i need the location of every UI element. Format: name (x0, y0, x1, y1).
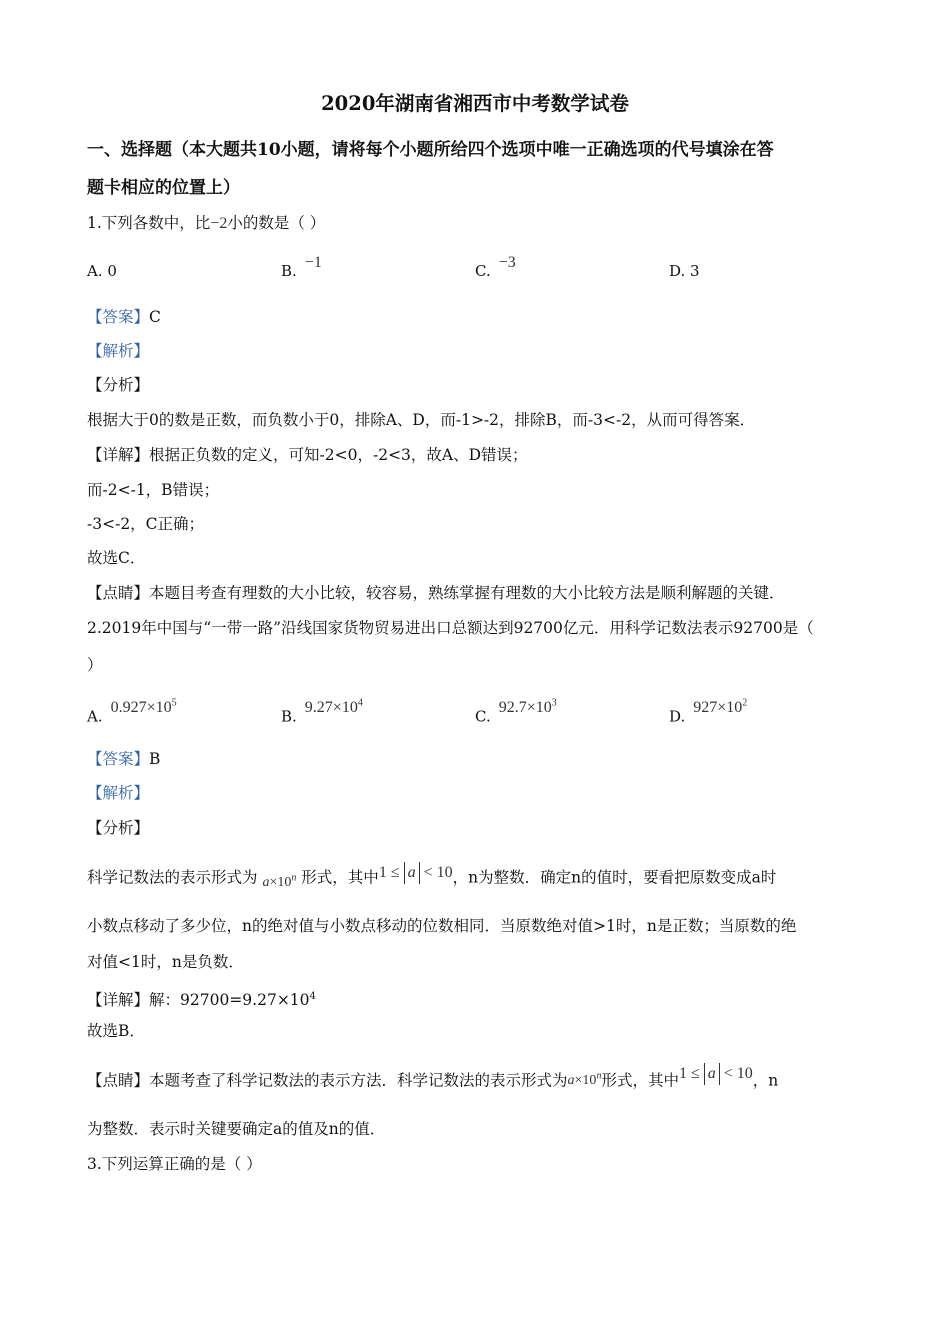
q2-option-d: D. $927\times 10^2$ (669, 698, 748, 726)
q2-option-c: C. $92.7\times 10^3$ (475, 698, 557, 726)
page-title: 2020年湖南省湘西市中考数学试卷 (321, 92, 629, 115)
q1-stem: 1.下列各数中，比−2小的数是（ ） (87, 214, 326, 232)
q2-analysis-line2: 小数点移动了多少位，n的绝对值与小数点移动的位数相同．当原数绝对值>1时，n是正数；当原数的绝 (87, 917, 797, 935)
inequality-abs-a: 1 ≤ a < 10 (379, 864, 453, 881)
q2-analysis-line3: 对值<1时，n是负数． (87, 953, 244, 971)
q1-answer: 【答案】C (87, 308, 161, 326)
q1-explain-tag: 【解析】 (87, 342, 150, 360)
q2-detail-2: 故选B． (87, 1022, 145, 1040)
q2-stem-line2: ） (87, 656, 103, 674)
q1-detail-1: 【详解】根据正负数的定义，可知-2<0，-2<3，故A、D错误； (87, 446, 528, 464)
q1-option-b: B. −1 (281, 254, 322, 280)
formula-a-times-10-n: $a\times 10^n$ (262, 872, 297, 890)
q1-analysis-tag: 【分析】 (87, 376, 150, 394)
q2-analysis-line1: 科学记数法的表示形式为 $a\times 10^n$ 形式，其中1 ≤ a < 10，n为整数．确定n的值时，要看把原数变成a时 (87, 863, 777, 890)
q1-detail-2: 而-2<-1，B错误； (87, 481, 220, 499)
q2-detail-1: 【详解】解：$92700=9.27\times 10^4$ (87, 991, 316, 1010)
q1-analysis: 根据大于0的数是正数，而负数小于0，排除A、D，而-1>-2，排除B，而-3<-2，从而可得答案． (87, 411, 756, 429)
q1-option-c: C. −3 (475, 254, 516, 280)
section-heading-line2: 题卡相应的位置上） (87, 178, 240, 198)
q2-option-b: B. $9.27\times 10^4$ (281, 698, 363, 726)
q1-option-d: D. 3 (669, 262, 700, 280)
q2-stem-line1: 2.2019年中国与“一带一路”沿线国家货物贸易进出口总额达到92700亿元．用科学记数法表示92700是（ (87, 619, 814, 637)
q1-option-a: A. 0 (87, 262, 117, 280)
formula-a-times-10-n: $a\times 10^n$ (567, 1070, 602, 1088)
inequality-abs-a: 1 ≤ a < 10 (679, 1065, 753, 1082)
section-heading-line1: 一、选择题（本大题共10小题，请将每个小题所给四个选项中唯一正确选项的代号填涂在答 (87, 140, 774, 160)
q2-answer: 【答案】B (87, 750, 161, 768)
q2-comment-line1: 【点睛】本题考查了科学记数法的表示方法．科学记数法的表示形式为$a\times 10^n$形式，其中1 ≤ a < 10，n (87, 1064, 779, 1090)
q2-comment-line2: 为整数．表示时关键要确定a的值及n的值． (87, 1120, 386, 1138)
q1-detail-4: 故选C． (87, 549, 146, 567)
q2-explain-tag: 【解析】 (87, 784, 150, 802)
q1-detail-3: -3<-2，C正确； (87, 515, 205, 533)
q2-analysis-tag: 【分析】 (87, 819, 150, 837)
q2-option-a: A. $0.927\times 10^5$ (87, 698, 177, 726)
q1-comment: 【点睛】本题目考查有理数的大小比较，较容易，熟练掌握有理数的大小比较方法是顺利解题的关键． (87, 584, 785, 602)
q3-stem: 3.下列运算正确的是（ ） (87, 1155, 262, 1173)
